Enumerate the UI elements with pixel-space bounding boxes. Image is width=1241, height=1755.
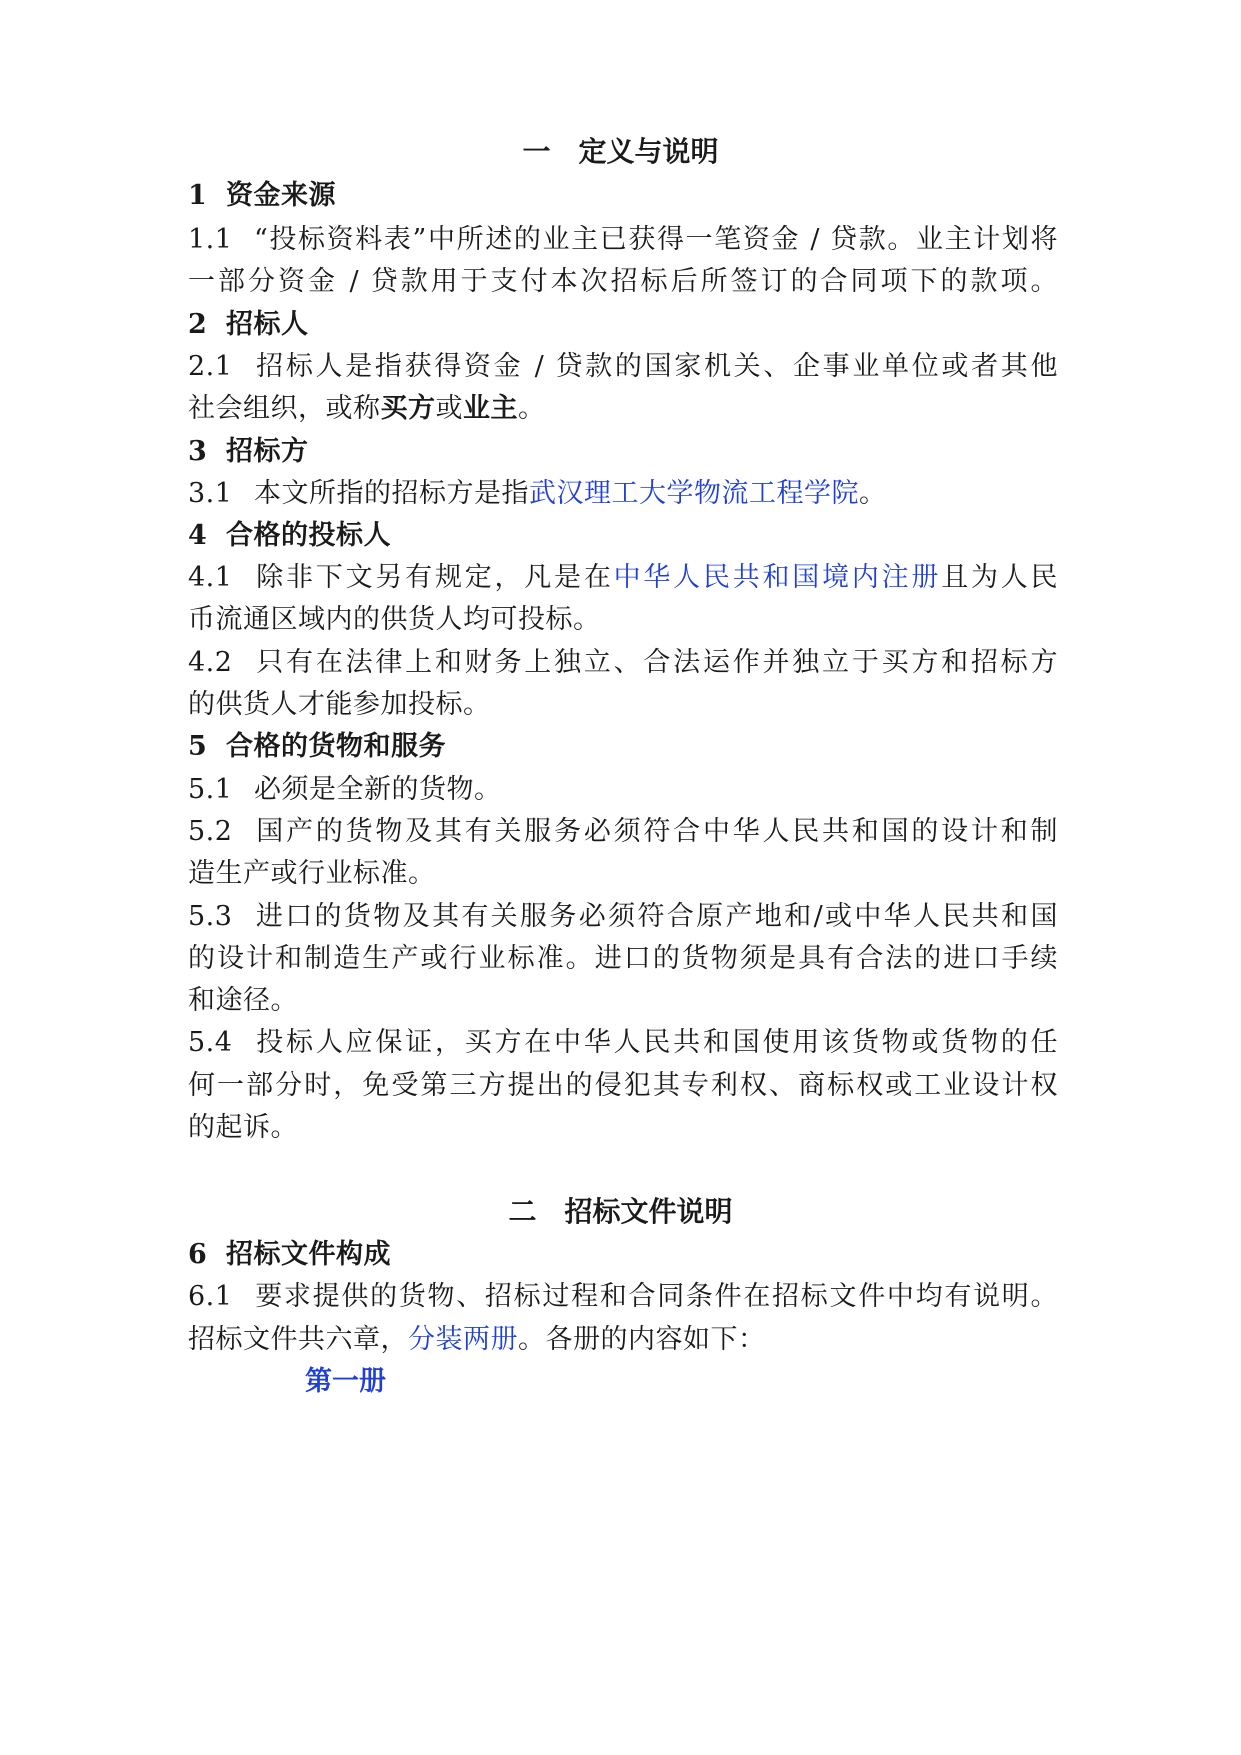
paragraph-2-1-line-2: 社会组织，或称买方或业主。 [188, 393, 546, 424]
section-heading-5 [188, 727, 1058, 767]
paragraph-5-2-line-2: 造生产或行业标准。 [188, 858, 436, 889]
clause-number: 3.1 [188, 478, 233, 509]
section-number: 2 [188, 309, 208, 340]
chapter-number: 二 [508, 1195, 537, 1228]
paragraph-6-1-line-1: 6.1 要求提供的货物、招标过程和合同条件在招标文件中均有说明。 [188, 1277, 1058, 1317]
section-title: 招标文件构成 [226, 1239, 391, 1270]
paragraph-4-2-line-2: 的供货人才能参加投标。 [188, 689, 491, 720]
clause-number: 2.1 [188, 351, 233, 382]
clause-number: 4.1 [188, 562, 233, 593]
section-heading-2 [188, 305, 1058, 345]
section-title: 资金来源 [226, 180, 336, 211]
clause-number: 5.3 [188, 901, 233, 932]
section-title: 招标人 [226, 309, 309, 340]
clause-number: 6.1 [188, 1281, 233, 1312]
paragraph-5-3-line-1: 5.3 进口的货物及其有关服务必须符合原产地和/或中华人民共和国 [188, 897, 1058, 937]
tenderer-name: 武汉理工大学物流工程学院 [529, 478, 859, 509]
clause-number: 1.1 [188, 224, 233, 255]
paragraph-4-1-line-2: 币流通区域内的供货人均可投标。 [188, 604, 601, 635]
term-buyer: 买方 [380, 393, 436, 424]
paragraph-5-3-line-3: 和途径。 [188, 985, 298, 1016]
chapter-heading-2 [0, 1192, 1241, 1232]
paragraph-3-1: 3.1 本文所指的招标方是指武汉理工大学物流工程学院。 [188, 474, 1058, 514]
section-heading-6 [188, 1235, 1058, 1275]
clause-number: 5.4 [188, 1027, 233, 1058]
section-number: 6 [188, 1239, 208, 1270]
section-number: 1 [188, 180, 208, 211]
chapter-number: 一 [522, 135, 551, 168]
chapter-heading-1 [0, 132, 1241, 172]
section-title: 招标方 [226, 436, 309, 467]
chapter-title: 定义与说明 [578, 135, 719, 168]
paragraph-5-1: 5.1 必须是全新的货物。 [188, 770, 1058, 810]
term-owner: 业主 [463, 393, 518, 424]
clause-number: 4.2 [188, 647, 233, 678]
paragraph-5-4-line-2: 何一部分时，免受第三方提出的侵犯其专利权、商标权或工业设计权 [188, 1070, 1058, 1101]
section-number: 4 [188, 520, 208, 551]
paragraph-5-3-line-2: 的设计和制造生产或行业标准。进口的货物须是具有合法的进口手续 [188, 943, 1058, 974]
volume-1-heading: 第一册 [305, 1366, 386, 1397]
registration-scope: 中华人民共和国境内注册 [613, 562, 942, 593]
section-title: 合格的投标人 [226, 520, 391, 551]
section-heading-3 [188, 432, 1058, 472]
chapter-title: 招标文件说明 [564, 1195, 733, 1228]
section-number: 3 [188, 436, 208, 467]
paragraph-5-4-line-3: 的起诉。 [188, 1112, 298, 1143]
clause-number: 5.1 [188, 774, 233, 805]
section-title: 合格的货物和服务 [226, 731, 446, 762]
paragraph-5-4-line-1: 5.4 投标人应保证，买方在中华人民共和国使用该货物或货物的任 [188, 1023, 1058, 1063]
clause-number: 5.2 [188, 816, 233, 847]
paragraph-2-1-line-1: 2.1 招标人是指获得资金 / 贷款的国家机关、企事业单位或者其他 [188, 347, 1058, 387]
paragraph-4-2-line-1: 4.2 只有在法律上和财务上独立、合法运作并独立于买方和招标方 [188, 643, 1058, 683]
paragraph-5-2-line-1: 5.2 国产的货物及其有关服务必须符合中华人民共和国的设计和制 [188, 812, 1058, 852]
section-number: 5 [188, 731, 208, 762]
paragraph-1-1-line-1: 1.1 “投标资料表”中所述的业主已获得一笔资金 / 贷款。业主计划将 [188, 220, 1058, 260]
section-heading-4 [188, 516, 1058, 556]
paragraph-6-1-line-2: 招标文件共六章，分装两册。各册的内容如下： [188, 1324, 766, 1355]
section-heading-1 [188, 176, 1058, 216]
paragraph-1-1-line-2: 一部分资金 / 贷款用于支付本次招标后所签订的合同项下的款项。 [188, 266, 1058, 297]
two-volumes-note: 分装两册 [408, 1324, 518, 1355]
paragraph-4-1-line-1: 4.1 除非下文另有规定，凡是在中华人民共和国境内注册且为人民 [188, 558, 1058, 598]
